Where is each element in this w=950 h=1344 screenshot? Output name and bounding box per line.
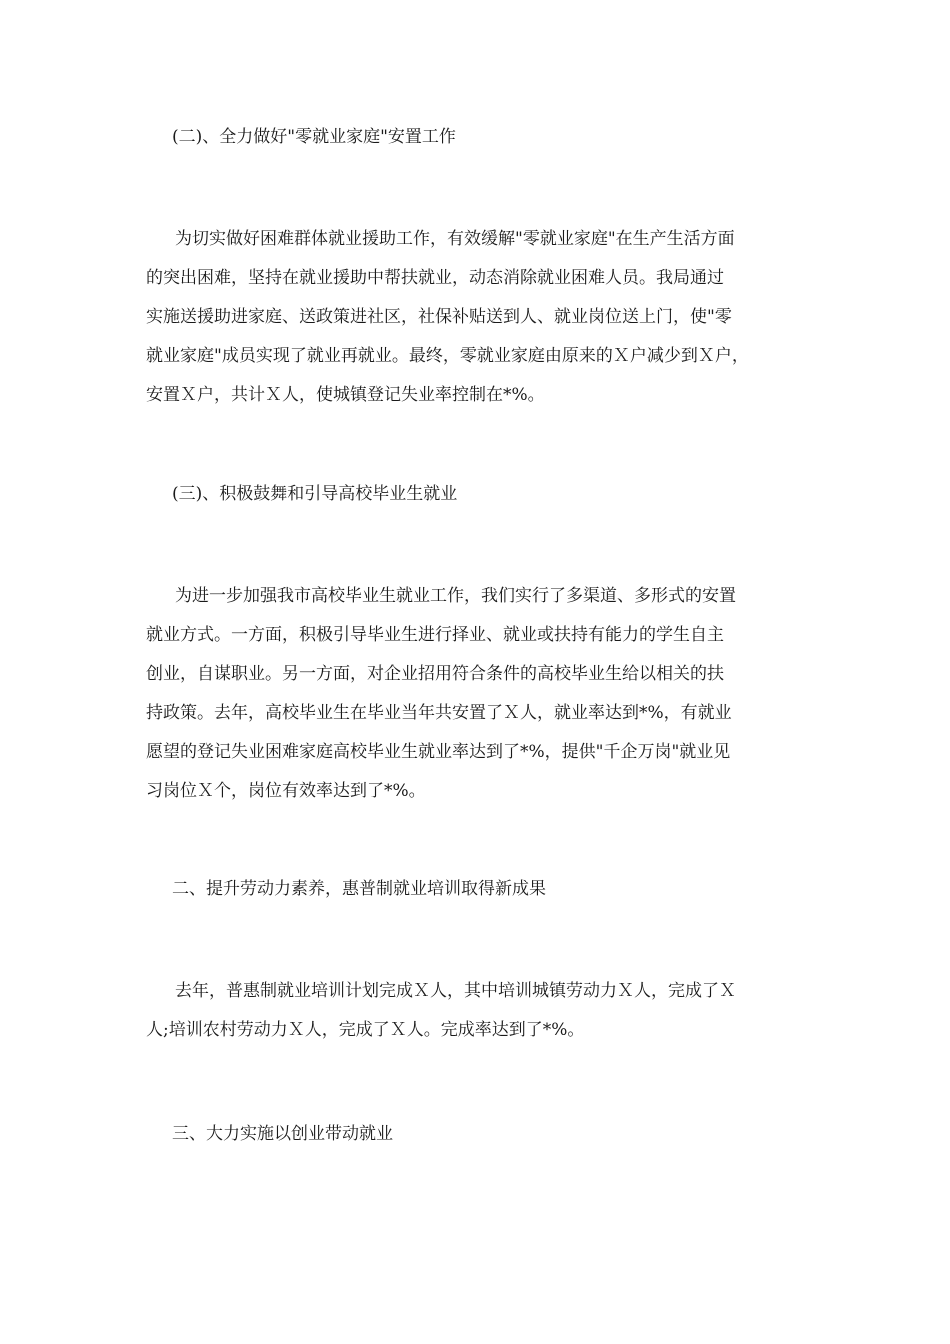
paragraph-line: 就业方式。一方面，积极引导毕业生进行择业、就业或扶持有能力的学生自主 — [146, 625, 724, 645]
paragraph-line: 习岗位Ｘ个，岗位有效率达到了*%。 — [146, 781, 426, 801]
paragraph-line: 持政策。去年，高校毕业生在毕业当年共安置了Ｘ人，就业率达到*%，有就业 — [146, 703, 732, 723]
paragraph-line: 的突出困难，坚持在就业援助中帮扶就业，动态消除就业困难人员。我局通过 — [146, 268, 724, 288]
paragraph-line: 人;培训农村劳动力Ｘ人，完成了Ｘ人。完成率达到了*%。 — [146, 1020, 585, 1040]
paragraph-line: 去年，普惠制就业培训计划完成Ｘ人，其中培训城镇劳动力Ｘ人，完成了Ｘ — [175, 981, 736, 1001]
section-heading-training: 二、提升劳动力素养，惠普制就业培训取得新成果 — [172, 879, 546, 899]
paragraph-line: 安置Ｘ户，共计Ｘ人，使城镇登记失业率控制在*%。 — [146, 385, 545, 405]
paragraph-graduates — [146, 577, 808, 811]
section-heading-graduates: (三)、积极鼓舞和引导高校毕业生就业 — [172, 484, 458, 504]
paragraph-training — [146, 972, 808, 1050]
paragraph-line: 为切实做好困难群体就业援助工作，有效缓解"零就业家庭"在生产生活方面 — [175, 229, 735, 249]
section-heading-entrepreneurship: 三、大力实施以创业带动就业 — [172, 1124, 393, 1144]
paragraph-line: 实施送援助进家庭、送政策进社区，社保补贴送到人、就业岗位送上门，使"零 — [146, 307, 732, 327]
paragraph-line: 为进一步加强我市高校毕业生就业工作，我们实行了多渠道、多形式的安置 — [175, 586, 736, 606]
paragraph-line: 就业家庭"成员实现了就业再就业。最终，零就业家庭由原来的Ｘ户减少到Ｘ户， — [146, 346, 749, 366]
section-heading-zero-employment: (二)、全力做好"零就业家庭"安置工作 — [172, 127, 456, 147]
paragraph-line: 创业，自谋职业。另一方面，对企业招用符合条件的高校毕业生给以相关的扶 — [146, 664, 724, 684]
paragraph-zero-employment — [146, 220, 808, 415]
paragraph-line: 愿望的登记失业困难家庭高校毕业生就业率达到了*%，提供"千企万岗"就业见 — [146, 742, 731, 762]
